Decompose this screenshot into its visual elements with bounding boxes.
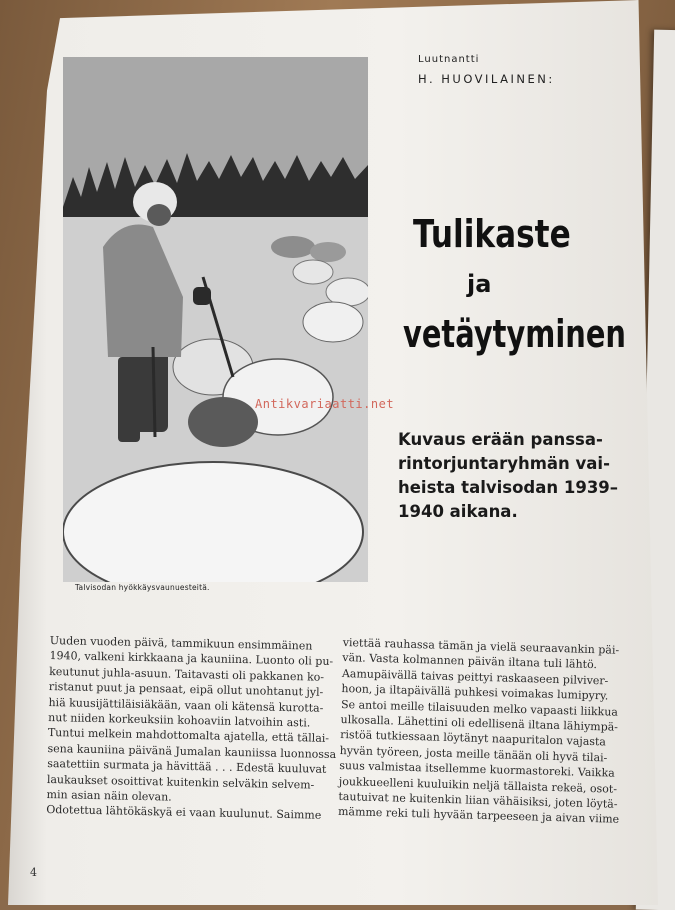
title-line-2: ja bbox=[467, 270, 492, 298]
body-line: Uuden vuoden päivä, tammikuun ensimmäinen bbox=[49, 633, 313, 653]
byline-rank: Luutnantti bbox=[418, 54, 480, 65]
body-line: hoon, ja iltapäivällä puhkesi voimakas lumipyry. bbox=[341, 682, 609, 703]
lead-line: heista talvisodan 1939– bbox=[398, 478, 619, 497]
title-line-3: vetäytyminen bbox=[403, 312, 626, 356]
body-line: hyvän työreen, josta meille tänään oli hyvä tilai- bbox=[339, 743, 608, 765]
body-line: keutunut juhla-asuun. Taitavasti oli pakkanen ko- bbox=[49, 664, 325, 684]
body-line: min asian näin olevan. bbox=[46, 788, 172, 804]
byline-author: H. HUOVILAINEN: bbox=[418, 72, 555, 86]
body-line: laukaukset osoittivat kuitenkin selväkin selvem- bbox=[46, 772, 315, 792]
photo-illustration bbox=[63, 57, 368, 582]
watermark-text: Antikvariaatti.net bbox=[255, 397, 395, 411]
body-column-left bbox=[46, 633, 338, 824]
photo-caption: Talvisodan hyökkäysvaunuesteitä. bbox=[75, 583, 210, 592]
body-line: 1940, valkeni kirkkaana ja kauniina. Luonto oli pu- bbox=[49, 649, 334, 669]
lead-paragraph bbox=[398, 428, 630, 524]
title-line-1: Tulikaste bbox=[413, 212, 571, 256]
body-line: tautuivat ne kuitenkin liian vähäisiksi, joten löytä- bbox=[338, 790, 618, 811]
body-line: mämme reki tuli hyvään tarpeeseen ja aivan viime bbox=[337, 805, 620, 827]
body-line: sena kauniina päivänä Jumalan kauniissa luonnossa bbox=[47, 741, 337, 761]
body-line: ulkosalla. Lähettini oli edellisenä iltana lähiympä- bbox=[340, 713, 619, 734]
body-line: nut niiden korkeuksiin kohoaviin latvoihin asti. bbox=[48, 711, 311, 730]
body-line: Odotettua lähtökäskyä ei vaan kuulunut. Saimme bbox=[46, 803, 322, 823]
winter-photo bbox=[63, 57, 368, 582]
body-line: Tuntui melkein mahdottomalta ajatella, että tällai- bbox=[47, 726, 330, 746]
lead-line: rintorjuntaryhmän vai- bbox=[398, 454, 610, 473]
body-line: suus valmistaa itsellemme kuormastoreki. Vaikka bbox=[339, 759, 615, 780]
body-line: joukkueelleni kuuluikin neljä tällaista rekeä, osot- bbox=[338, 774, 618, 796]
body-column-right bbox=[338, 635, 624, 828]
body-line: ristanut puut ja pensaat, eipä ollut unohtanut jyl- bbox=[48, 680, 324, 699]
body-line: viettää rauhassa tämän ja vielä seuraavankin päi- bbox=[342, 635, 620, 657]
page-number: 4 bbox=[30, 866, 37, 879]
body-line: vän. Vasta kolmannen päivän iltana tuli lähtö. bbox=[342, 651, 598, 672]
lead-line: Kuvaus erään panssa- bbox=[398, 430, 603, 449]
body-line: ristöä tutkiessaan löytänyt naapuritalon vajasta bbox=[340, 728, 607, 749]
lead-line: 1940 aikana. bbox=[398, 502, 518, 521]
body-line: Se antoi meille tilaisuuden melko vapaasti liikkua bbox=[340, 697, 619, 719]
body-line: hiä kuusijättiläisiäkään, vaan oli kätensä kurotta- bbox=[48, 695, 324, 715]
body-line: Aamupäivällä taivas peittyi raskaaseen pilviver- bbox=[341, 666, 609, 688]
body-line: saatettiin surmata ja hävittää . . . Edestä kuuluvat bbox=[47, 757, 327, 777]
